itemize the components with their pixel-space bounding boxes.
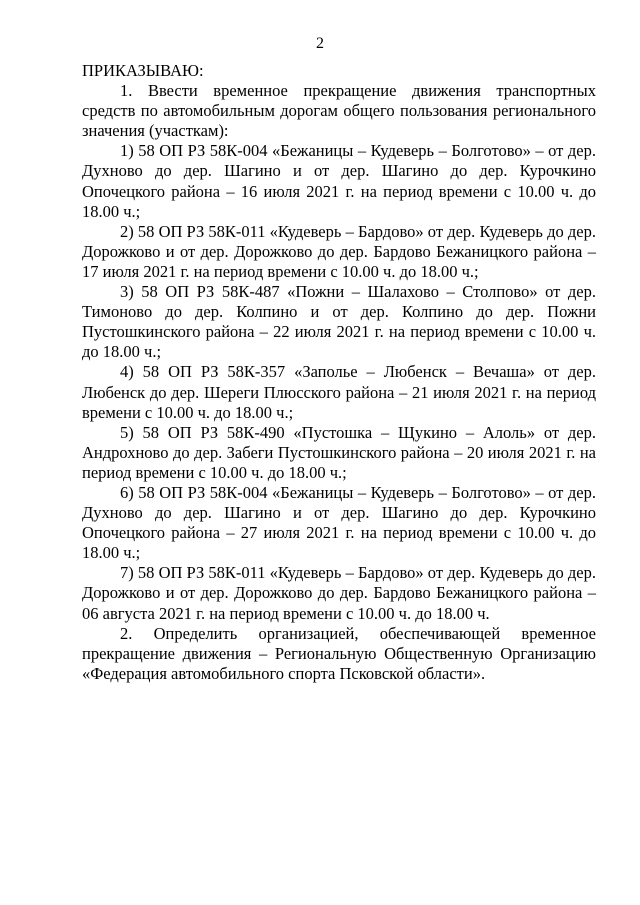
page-number: 2 — [316, 35, 324, 52]
order-heading: ПРИКАЗЫВАЮ: — [82, 61, 204, 80]
road-subitem-2: 2) 58 ОП РЗ 58К-011 «Кудеверь – Бардово» от дер. Кудеверь до дер. Дорожково и от дер. Дорожково до дер. Бардово Бежаницкого района – 17 июля 2021 г. на период времени с 10.00 ч. до 18.00 ч.; — [82, 221, 596, 281]
document-body — [82, 61, 596, 684]
road-subitem-5: 5) 58 ОП РЗ 58К-490 «Пустошка – Щукино – Алоль» от дер. Андрохново до дер. Забеги Пустошкинского района – 20 июля 2021 г. на период времени с 10.00 ч. до 18.00 ч.; — [82, 422, 596, 482]
road-subitem-1: 1) 58 ОП РЗ 58К-004 «Бежаницы – Кудеверь – Болготово» – от дер. Духново до дер. Шагино и от дер. Шагино до дер. Курочкино Опочецкого района – 16 июля 2021 г. на период времени с 10.00 ч. до 18.00 ч.; — [82, 141, 596, 221]
road-subitem-4: 4) 58 ОП РЗ 58К-357 «Заполье – Любенск – Вечаша» от дер. Любенск до дер. Шереги Плюсского района – 21 июля 2021 г. на период времени с 10.00 ч. до 18.00 ч.; — [82, 362, 596, 422]
road-subitem-7: 7) 58 ОП РЗ 58К-011 «Кудеверь – Бардово» от дер. Кудеверь до дер. Дорожково и от дер. Дорожково до дер. Бардово Бежаницкого района – 06 августа 2021 г. на период времени с 10.00 ч. до 18.00 ч. — [82, 563, 596, 623]
road-subitem-3: 3) 58 ОП РЗ 58К-487 «Пожни – Шалахово – Столпово» от дер. Тимоново до дер. Колпино и от дер. Колпино до дер. Пожни Пустошкинского района – 22 июля 2021 г. на период времени с 10.00 ч. до 18.00 ч.; — [82, 282, 596, 362]
order-item-1: 1. Ввести временное прекращение движения транспортных средств по автомобильным дорогам общего пользования регионального значения (участкам): — [82, 81, 596, 141]
order-item-2: 2. Определить организацией, обеспечивающей временное прекращение движения – Региональную Общественную Организацию «Федерация автомобильного спорта Псковской области». — [82, 623, 596, 683]
road-subitem-6: 6) 58 ОП РЗ 58К-004 «Бежаницы – Кудеверь – Болготово» – от дер. Духново до дер. Шагино и от дер. Шагино до дер. Курочкино Опочецкого района – 27 июля 2021 г. на период времени с 10.00 ч. до 18.00 ч.; — [82, 482, 596, 563]
